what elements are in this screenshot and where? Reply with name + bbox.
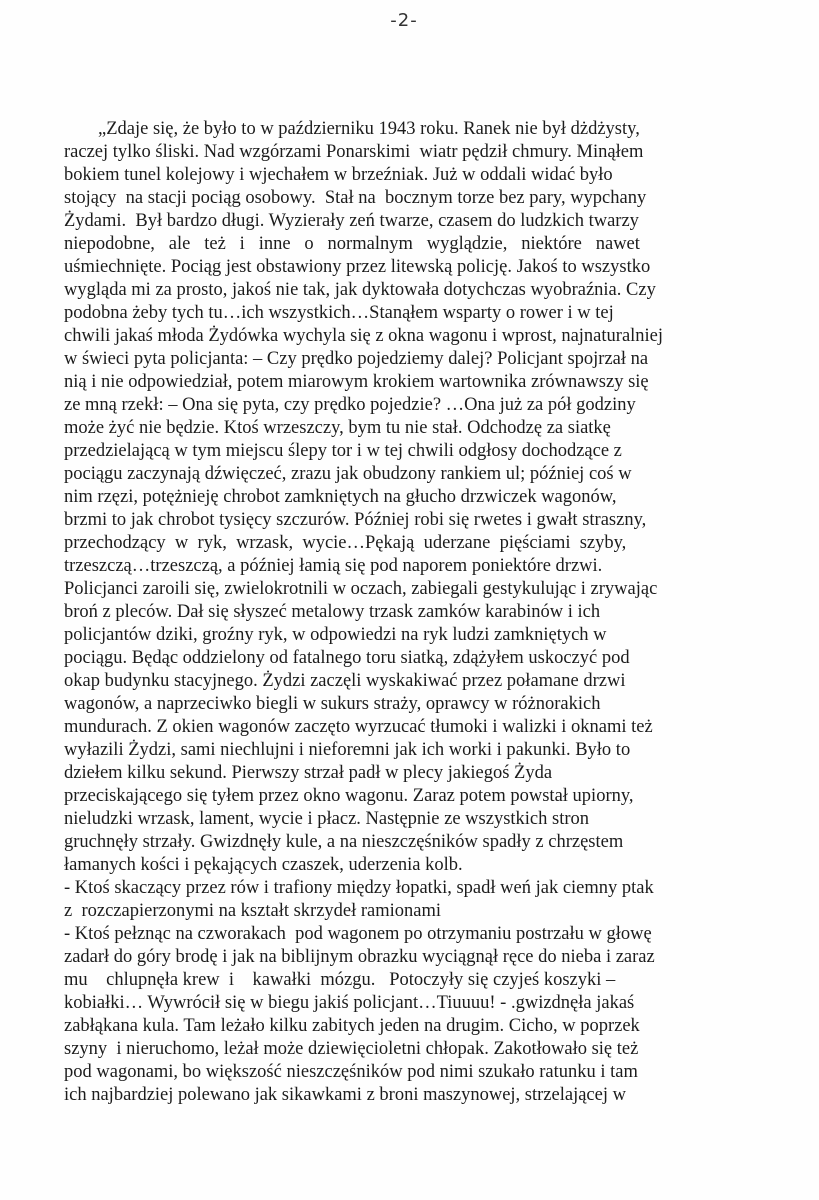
text-line: w świeci pyta policjanta: – Czy prędko pojedziemy dalej? Policjant spojrzał na bbox=[64, 349, 649, 369]
page-number: -2- bbox=[390, 10, 418, 31]
text-line: przechodzący w ryk, wrzask, wycie…Pękają uderzane pięściami szyby, bbox=[64, 533, 627, 553]
text-line: stojący na stacji pociąg osobowy. Stał na bocznym torze bez pary, wypchany bbox=[64, 188, 647, 208]
text-line: okap budynku stacyjnego. Żydzi zaczęli wyskakiwać przez połamane drzwi bbox=[64, 671, 626, 691]
text-line: - Ktoś skaczący przez rów i trafiony między łopatki, spadł weń jak ciemny ptak bbox=[64, 878, 654, 898]
text-line: pod wagonami, bo większość nieszczęśników pod nimi szukało ratunku i tam bbox=[64, 1062, 638, 1082]
text-line: wagonów, a naprzeciwko biegli w sukurs straży, oprawcy w różnorakich bbox=[64, 694, 601, 714]
text-line: mu chlupnęła krew i kawałki mózgu. Potoczyły się czyjeś koszyki – bbox=[64, 970, 616, 990]
text-line: zabłąkana kula. Tam leżało kilku zabitych jeden na drugim. Cicho, w poprzek bbox=[64, 1016, 640, 1036]
text-line: ze mną rzekł: – Ona się pyta, czy prędko pojedzie? …Ona już za pół godziny bbox=[64, 395, 636, 415]
text-line: niepodobne, ale też i inne o normalnym wyglądzie, niektóre nawet bbox=[64, 234, 640, 254]
text-line: przedzielającą w tym miejscu ślepy tor i w tej chwili odgłosy dochodzące z bbox=[64, 441, 622, 461]
text-line: policjantów dziki, groźny ryk, w odpowiedzi na ryk ludzi zamkniętych w bbox=[64, 625, 607, 645]
text-line: „Zdaje się, że było to w październiku 1943 roku. Ranek nie był dżdżysty, bbox=[98, 119, 640, 139]
text-line: trzeszczą…trzeszczą, a później łamią się pod naporem poniektóre drzwi. bbox=[64, 556, 603, 576]
text-line: gruchnęły strzały. Gwizdnęły kule, a na nieszczęśników spadły z chrzęstem bbox=[64, 832, 624, 852]
text-line: wygląda mi za prosto, jakoś nie tak, jak dyktowała dotychczas wyobraźnia. Czy bbox=[64, 280, 656, 300]
text-line: brzmi to jak chrobot tysięcy szczurów. Później robi się rwetes i gwałt straszny, bbox=[64, 510, 647, 530]
text-line: bokiem tunel kolejowy i wjechałem w brzeźniak. Już w oddali widać było bbox=[64, 165, 613, 185]
text-line: mundurach. Z okien wagonów zaczęto wyrzucać tłumoki i walizki i oknami też bbox=[64, 717, 653, 737]
text-line: pociągu zaczynają dźwięczeć, zrazu jak obudzony rankiem ul; później coś w bbox=[64, 464, 632, 484]
text-line: nieludzki wrzask, lament, wycie i płacz. Następnie ze wszystkich stron bbox=[64, 809, 590, 829]
text-line: uśmiechnięte. Pociąg jest obstawiony przez litewską policję. Jakoś to wszystko bbox=[64, 257, 651, 277]
text-line: z rozczapierzonymi na kształt skrzydeł ramionami bbox=[64, 901, 442, 921]
text-line: nim rzęzi, potężnieję chrobot zamkniętych na głucho drzwiczek wagonów, bbox=[64, 487, 617, 507]
text-line: chwili jakaś młoda Żydówka wychyla się z okna wagonu i wprost, najnaturalniej bbox=[64, 326, 664, 346]
text-line: podobna żeby tych tu…ich wszystkich…Stanąłem wsparty o rower i w tej bbox=[64, 303, 614, 323]
text-line: broń z pleców. Dał się słyszeć metalowy trzask zamków karabinów i ich bbox=[64, 602, 601, 622]
text-line: - Ktoś pełznąc na czworakach pod wagonem po otrzymaniu postrzału w głowę bbox=[64, 924, 652, 944]
text-line: ich najbardziej polewano jak sikawkami z broni maszynowej, strzelającej w bbox=[64, 1085, 626, 1105]
text-line: szyny i nieruchomo, leżał może dziewięcioletni chłopak. Zakotłowało się też bbox=[64, 1039, 639, 1059]
text-line: pociągu. Będąc oddzielony od fatalnego toru siatką, zdążyłem uskoczyć pod bbox=[64, 648, 630, 668]
text-line: wyłazili Żydzi, sami niechlujni i nieforemni jak ich worki i pakunki. Było to bbox=[64, 740, 631, 760]
text-line: kobiałki… Wywrócił się w biegu jakiś policjant…Tiuuuu! - .gwizdnęła jakaś bbox=[64, 993, 635, 1013]
text-line: przeciskającego się tyłem przez okno wagonu. Zaraz potem powstał upiorny, bbox=[64, 786, 634, 806]
text-line: może żyć nie będzie. Ktoś wrzeszczy, bym tu nie stał. Odchodzę za siatkę bbox=[64, 418, 611, 438]
text-line: raczej tylko śliski. Nad wzgórzami Ponarskimi wiatr pędził chmury. Minąłem bbox=[64, 142, 644, 162]
text-line: zadarł do góry brodę i jak na biblijnym obrazku wyciągnął ręce do nieba i zaraz bbox=[64, 947, 655, 967]
text-line: nią i nie odpowiedział, potem miarowym krokiem wartownika zrównawszy się bbox=[64, 372, 649, 392]
text-line: Policjanci zaroili się, zwielokrotnili w oczach, zabiegali gestykulując i zrywając bbox=[64, 579, 658, 599]
text-line: dziełem kilku sekund. Pierwszy strzał padł w plecy jakiegoś Żyda bbox=[64, 763, 553, 783]
text-line: Żydami. Był bardzo długi. Wyzierały zeń twarze, czasem do ludzkich twarzy bbox=[64, 211, 639, 231]
text-line: łamanych kości i pękających czaszek, uderzenia kolb. bbox=[64, 855, 463, 875]
